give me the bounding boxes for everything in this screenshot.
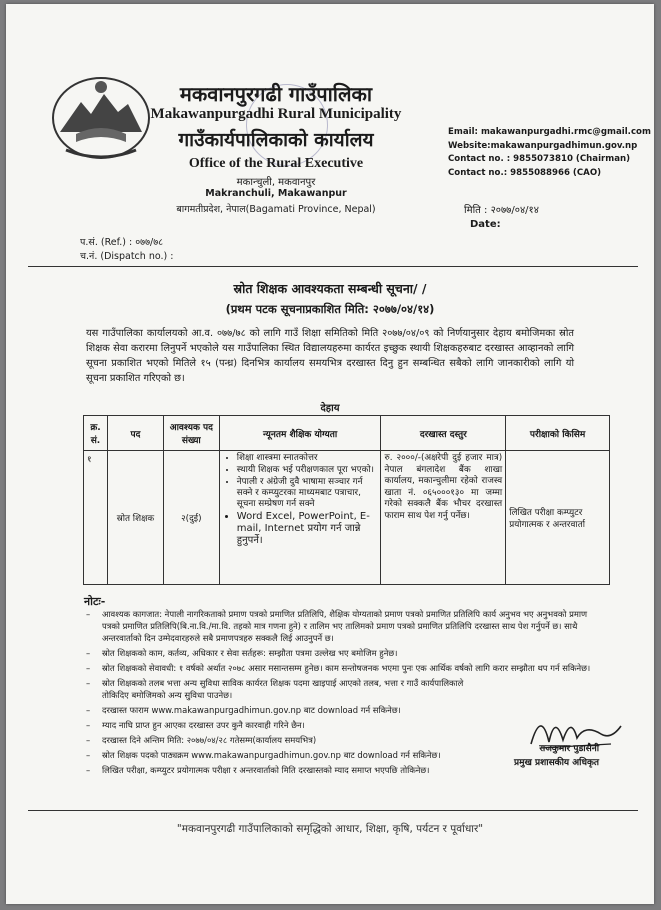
ref-number: प.सं. (Ref.) : ०७७/७८: [80, 237, 164, 248]
col-post: पद: [107, 416, 163, 451]
row-fee: रु. २०००/-(अक्षरेपी दुई हजार मात्र) नेपाल बंगलादेश बैंक शाखा कार्यालय, मकान्चुलीमा रहेको राजस्व खाता नं. ०६५०००१३० मा जम्मा गरेको सक्कलै बैंक भौचर दरखास्त फाराम साथ पेश गर्नु पर्नेछ।: [381, 451, 506, 585]
email-line: Email: makawanpurgadhi.rmc@gmail.com: [448, 127, 651, 137]
col-qualification: न्यूनतम शैक्षिक योग्यता: [219, 416, 381, 451]
note-item: – दरखास्त फाराम www.makawanpurgadhimun.gov.np बाट download गर्न सकिनेछ।: [86, 704, 596, 716]
row-serial: १: [84, 451, 108, 585]
row-post: स्रोत शिक्षक: [107, 451, 163, 585]
qualification-item: • नेपाली र अंग्रेजी दुवै भाषामा सञ्चार गर्न सक्ने र कम्प्युटरका माध्यमबाट पत्राचार, सूचना सम्प्रेषण गर्न सक्ने: [237, 477, 378, 510]
row-qualifications: [219, 451, 381, 585]
municipality-name-np: मकवानपुरगढी गाउँपालिका: [179, 82, 373, 106]
qualification-item: • Word Excel, PowerPoint, E-mail, Internet प्रयोग गर्न जान्ने हुनुपर्ने।: [237, 511, 378, 547]
cao-contact: Contact no.: 9855088966 (CAO): [448, 167, 602, 178]
vacancy-table: [83, 415, 610, 585]
header-divider: [28, 266, 638, 267]
qualification-item: • शिक्षा शास्त्रमा स्नातकोत्तर: [237, 453, 378, 464]
table-row: [84, 451, 610, 585]
table-header-row: [84, 416, 610, 451]
reference-block: [80, 236, 173, 264]
notes-title: नोटः-: [84, 595, 106, 608]
note-item: – लिखित परीक्षा, कम्प्युटर प्रयोगात्मक परीक्षा र अन्तरवार्ताको मिति दरखास्तको म्याद समाप्त भएपछि तोकिनेछ।: [86, 764, 596, 776]
note-item: – आवश्यक कागजात: नेपाली नागरिकताको प्रमाण पत्रको प्रमाणित प्रतिलिपि, शैक्षिक योग्यताको प्रमाण पत्रको प्रमाणित प्रतिलिपि कार्य अनुभव भए अनुभवको प्रमाण पत्रको प्रमाणित प्रतिलिपि(बि.ना.वि./मा.वि. तहको मात्र गणना हुने) र तालिम भए तालिमको प्रमाण पत्रको प्रमाणित प्रतिलिपि दरखास्त साथ पेश गर्नुपर्ने छ। साथै अन्तरवार्ताको दिन उम्मेदवारहरुले सबै प्रमाणपत्रहरु सक्कलै लिई आउनुपर्ने छ।: [86, 608, 596, 644]
office-name-en: Office of the Rural Executive: [188, 156, 364, 171]
qualification-item: • स्थायी शिक्षक भई परीक्षणकाल पूरा भएको।: [237, 465, 378, 476]
signatory-title: प्रमुख प्रशासकीय अधिकृत: [514, 758, 600, 768]
chairman-contact: Contact no. : 9855073810 (Chairman): [448, 154, 631, 164]
note-item: – दरखास्त दिने अन्तिम मिति: २०७७/०४/२८ गतेसम्म(कार्यालय समयभित्र): [86, 734, 596, 746]
col-exam: परीक्षाको किसिम: [506, 416, 610, 451]
col-fee: दरखास्त दस्तुर: [381, 416, 506, 451]
note-item: – स्रोत शिक्षक पदको पाठ्यक्रम www.makawanpurgadhimun.gov.np बाट download गर्न सकिनेछ।: [86, 749, 596, 761]
footer-divider: [28, 810, 638, 811]
date-label: Date:: [470, 219, 501, 230]
note-item: – स्रोत शिक्षकको काम, कर्तव्य, अधिकार र सेवा सर्तहरू: सम्झौता पत्रमा उल्लेख भए बमोजिम हुनेछ।: [86, 647, 596, 659]
office-name-np: गाउँकार्यपालिकाको कार्यालय: [178, 129, 374, 151]
dispatch-number: च.नं. (Dispatch no.) :: [80, 251, 174, 262]
municipality-name-en: Makawanpurgadhi Rural Municipality: [150, 106, 402, 122]
note-item: – म्याद नाघि प्राप्त हुन आएका दरखास्त उपर कुनै कारवाही गरिने छैन।: [86, 719, 596, 731]
document-page: [6, 4, 654, 904]
website-line: Website:makawanpurgadhimun.gov.np: [448, 140, 638, 151]
contact-block: [448, 126, 651, 180]
notice-title: स्रोत शिक्षक आवश्यकता सम्बन्धी सूचना/ /: [233, 281, 427, 296]
row-count: २(दुई): [163, 451, 219, 585]
address-en: Makranchuli, Makawanpur: [205, 188, 347, 199]
dehay-label: देहाय: [320, 403, 340, 414]
notice-paragraph: यस गाउँपालिका कार्यालयको आ.व. ०७७/७८ को लागि गाउँ शिक्षा समितिको मिति २०७७/०४/०९ को निर्णयानुसार देहाय बमोजिमका स्रोत शिक्षक सेवा करारमा लिनुपर्ने भएकोले यस गाउँपालिका स्थित विद्यालयहरुमा कार्यरत इच्छुक स्थायी शिक्षकहरुबाट दरखास्त आव्हानको लागि सूचना प्रकाशित भएको मितिले १५ (पन्ध्र) दिनभित्र कार्यालय समयभित्र दरखास्त दिनु हुन सम्बन्धित सबैको लागि जानकारीको लागि यो सूचना प्रकाशित गरिएको छ।: [86, 328, 574, 384]
col-count: आवश्यक पद संख्या: [163, 416, 219, 451]
footer-slogan: "मकवानपुरगढी गाउँपालिकाको समृद्धिको आधार, शिक्षा, कृषि, पर्यटन र पूर्वाधार": [176, 823, 484, 835]
province-line: बागमतीप्रदेश, नेपाल(Bagamati Province, Nepal): [176, 204, 376, 215]
row-exam: लिखित परीक्षा कम्प्युटर प्रयोगात्मक र अन्तरवार्ता: [506, 451, 610, 585]
miti-line: मिति : २०७७/०४/१४: [464, 205, 539, 216]
note-item: – स्रोत शिक्षकको तलब भत्ता अन्य सुविधा साविक कार्यरत शिक्षक पदमा खाइपाई आएको तलब, भत्ता र गाउँ कार्यपालिकाले तोकिदिए बमोजिमको अन्य सुविधा पाउनेछ।: [86, 677, 596, 701]
note-item: – स्रोत शिक्षकको सेवावधी: १ वर्षको अर्थात २०७८ असार मसान्तसम्म हुनेछ। काम सन्तोषजनक भएमा पुनः एक आर्थिक वर्षको लागि करार सम्झौता थप गर्न सकिनेछ।: [86, 662, 596, 674]
notice-subtitle: (प्रथम पटक सूचनाप्रकाशित मिति: २०७७/०४/१४): [225, 302, 435, 316]
date-block: [464, 204, 539, 232]
signatory-name: राजकुमार पुडासैनी: [539, 744, 600, 754]
signatory-block: [514, 742, 599, 770]
address-np: मकान्चुली, मकवानपुर: [236, 177, 316, 188]
col-serial: क्र. सं.: [84, 416, 108, 451]
